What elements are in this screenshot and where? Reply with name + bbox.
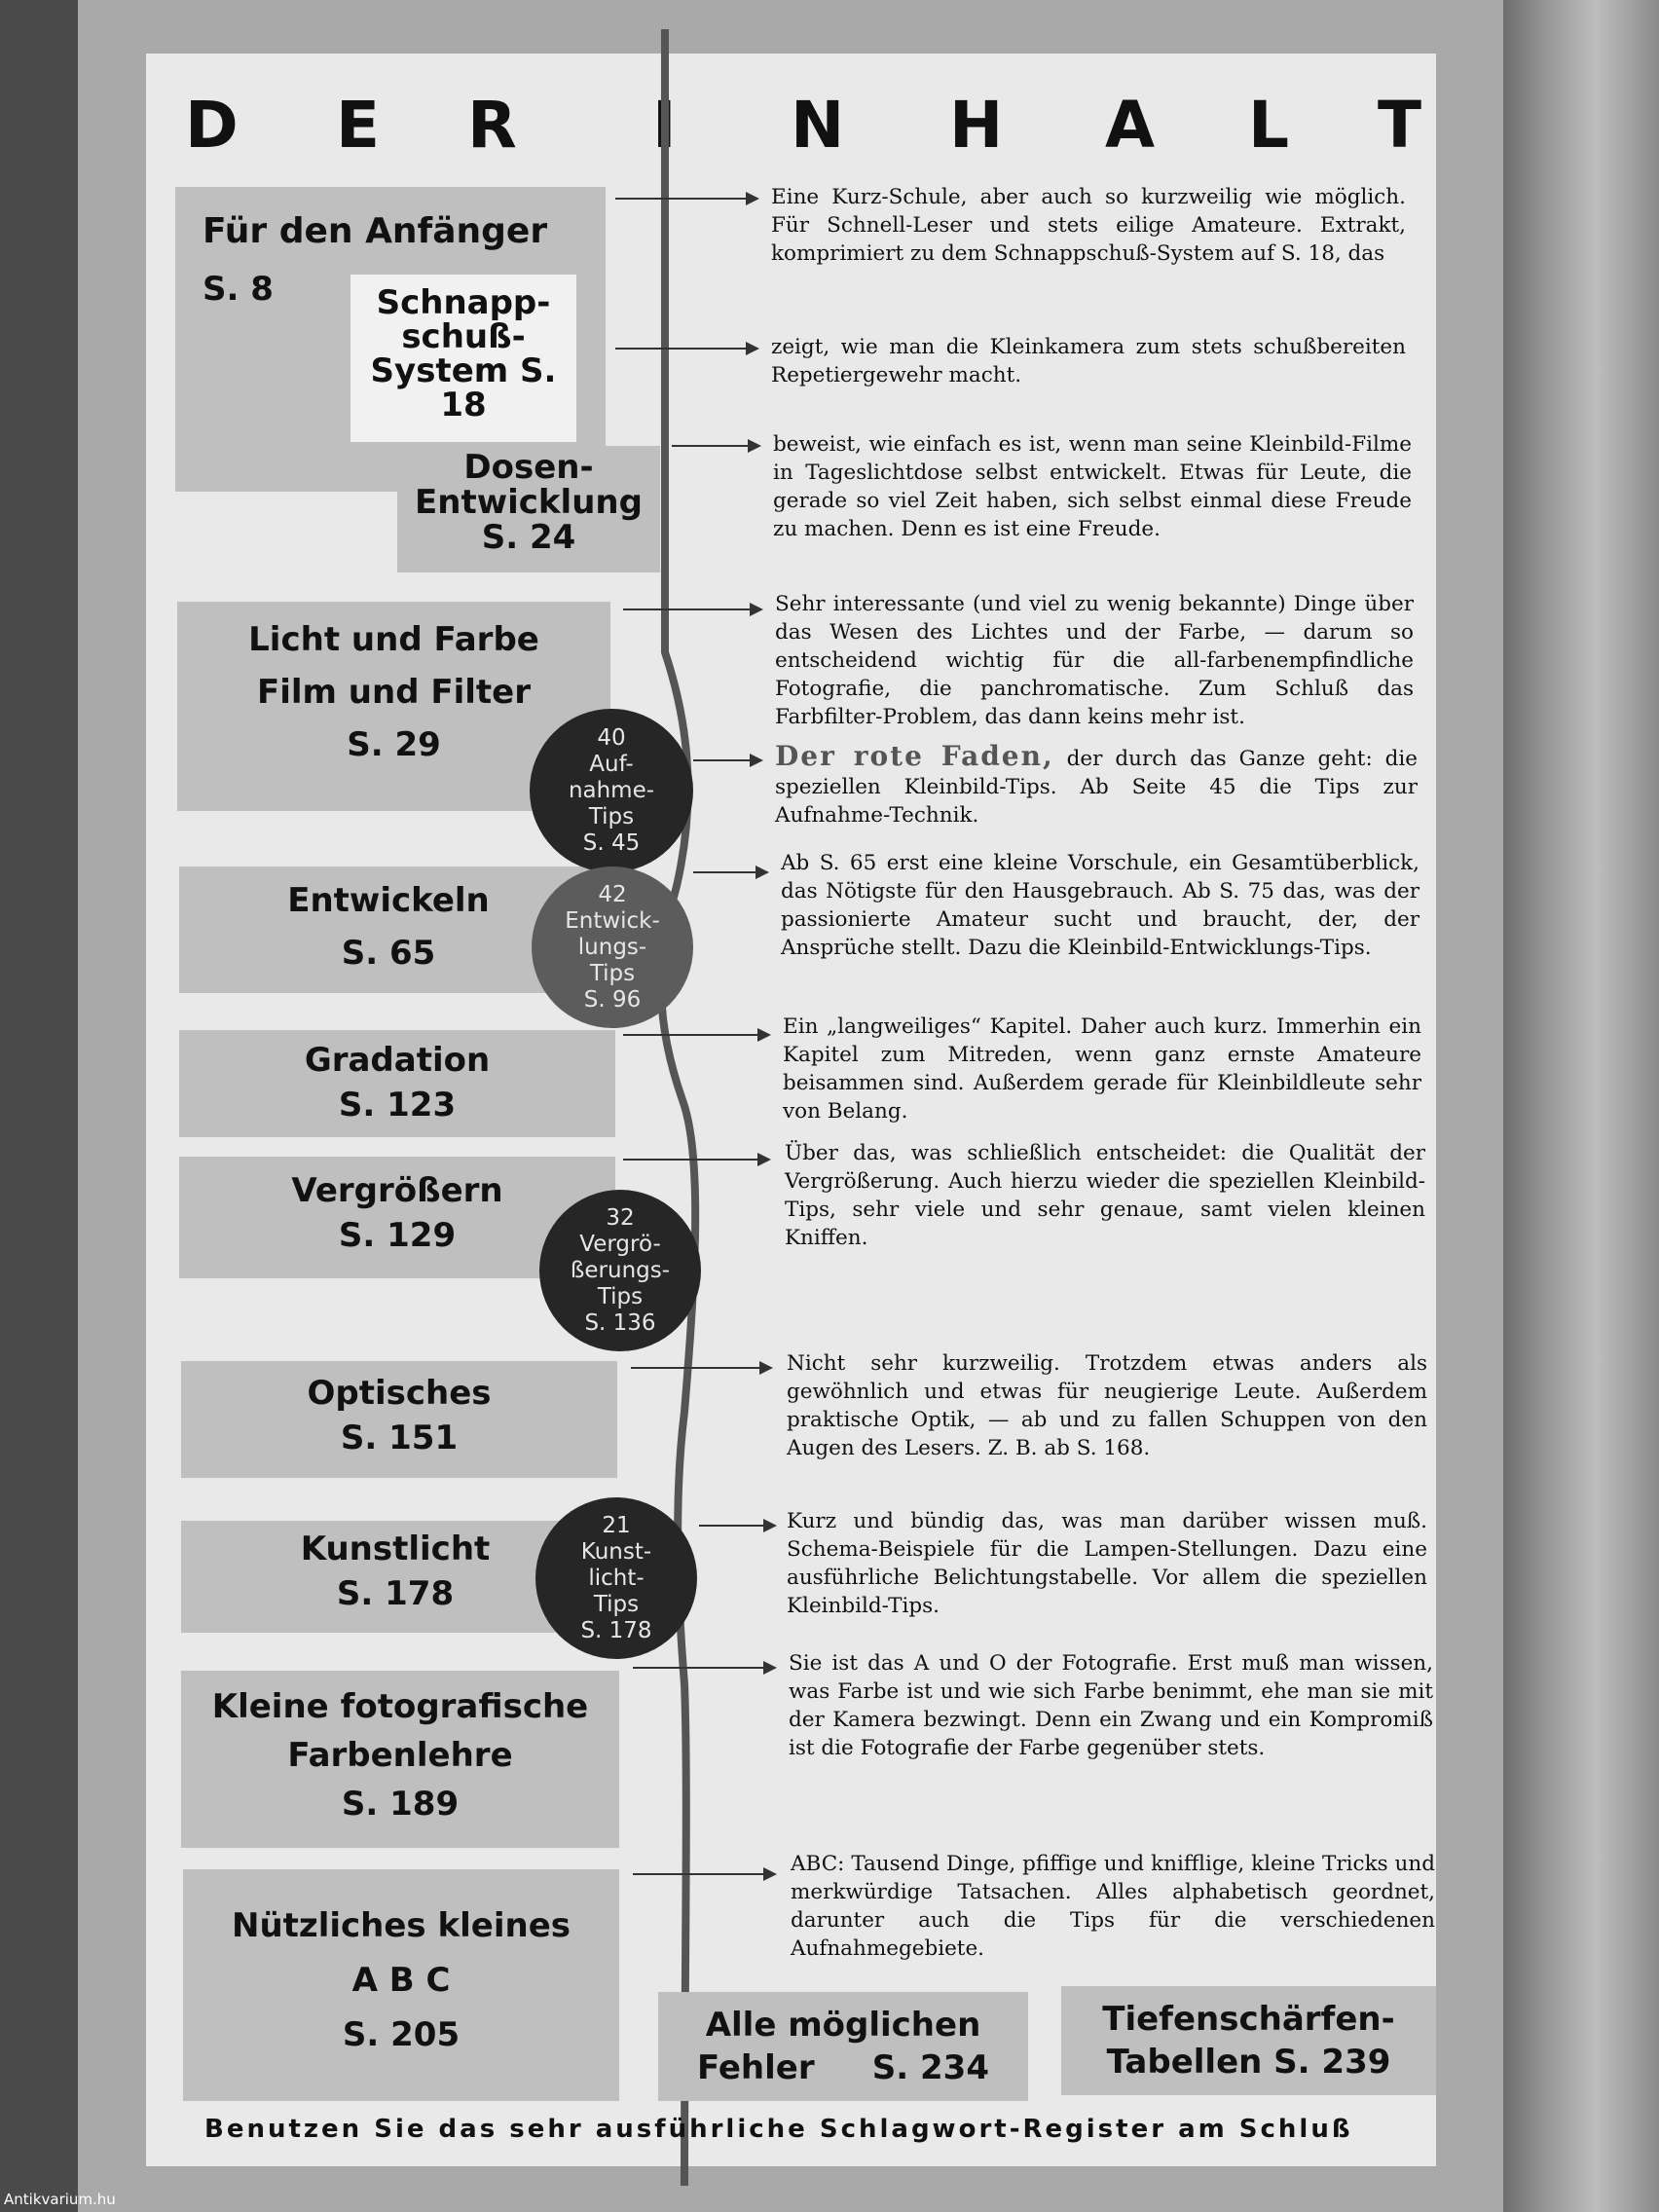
section-title: Gradation bbox=[304, 1041, 491, 1080]
section-page: S. 24 bbox=[481, 518, 576, 557]
tips-label: Vergrö- bbox=[579, 1231, 661, 1257]
section-title: Nützliches kleines bbox=[232, 1906, 571, 1945]
section-title: System bbox=[370, 351, 509, 390]
arrow-connector bbox=[633, 1873, 775, 1875]
tips-label: nahme- bbox=[568, 777, 655, 803]
book-edge bbox=[1503, 0, 1659, 2212]
arrow-connector bbox=[693, 871, 767, 873]
tips-label: Tips bbox=[593, 1591, 640, 1617]
section-page: S. 8 bbox=[203, 270, 274, 309]
tips-count: 42 bbox=[598, 881, 627, 907]
description-vergroessern: Über das, was schließlich entscheidet: die Qualität der Vergrößerung. Auch hierzu wieder die speziellen Kleinbild-Tips, sehr viele und sehr genaue, samt vielen kleinen Kniffen. bbox=[785, 1141, 1425, 1250]
title-letter: H bbox=[949, 88, 1004, 163]
section-page: S. 65 bbox=[341, 934, 436, 973]
section-title: Optisches bbox=[307, 1374, 492, 1413]
section-gradation bbox=[179, 1030, 615, 1137]
section-page: S. 129 bbox=[338, 1216, 457, 1255]
section-dosen bbox=[397, 446, 660, 572]
highlight-heading: Der rote Faden, bbox=[775, 740, 1054, 772]
footer-note: Benutzen Sie das sehr ausführliche Schlagwort-Register am Schluß bbox=[204, 2115, 1353, 2144]
section-title: Entwickeln bbox=[287, 881, 490, 920]
tips-label: Tips bbox=[588, 803, 635, 830]
description-dosen: beweist, wie einfach es ist, wenn man seine Kleinbild-Filme in Tageslichtdose selbst entwickelt. Etwas für Leute, die gerade so viel Zeit haben, sich selbst einmal diese Freude zu machen. Denn es ist eine Freude. bbox=[773, 432, 1412, 541]
section-page: Tabellen S. 239 bbox=[1106, 2043, 1391, 2082]
description-gradation: Ein „langweiliges“ Kapitel. Daher auch kurz. Immerhin ein Kapitel zum Mitreden, wenn ganz ernste Amateure beisammen sind. Außerdem gerade für Kleinbildleute sehr von Belang. bbox=[783, 1014, 1421, 1124]
description-farbenlehre: Sie ist das A und O der Fotografie. Erst muß man wissen, was Farbe ist und wie sich Farbe benimmt, ehe man sie mit der Kamera bezwingt. Denn ein Zwang und ein Kompromiß ist die Fotografie der Farbe gegenüber stets. bbox=[789, 1651, 1433, 1760]
arrow-connector bbox=[699, 1525, 775, 1527]
tips-page: S. 136 bbox=[584, 1309, 656, 1336]
section-page: S. 18 bbox=[440, 351, 557, 424]
tips-label: lungs- bbox=[577, 934, 647, 960]
arrow-connector bbox=[615, 348, 757, 350]
section-title: Tiefenschärfen- bbox=[1102, 2000, 1395, 2039]
section-farbenlehre bbox=[181, 1671, 619, 1848]
title-letter: T bbox=[1378, 88, 1422, 163]
tips-label: ßerungs- bbox=[570, 1257, 671, 1283]
tips-count: 21 bbox=[602, 1512, 631, 1538]
arrow-connector bbox=[623, 1034, 769, 1036]
tips-count: 40 bbox=[597, 724, 626, 751]
arrow-connector bbox=[623, 1159, 769, 1161]
section-page: S. 205 bbox=[342, 2015, 461, 2054]
tips-circle-kunstlicht bbox=[535, 1497, 697, 1659]
tips-label: Entwick- bbox=[565, 907, 660, 934]
section-title: schuß- bbox=[401, 317, 526, 356]
section-fehler bbox=[658, 1992, 1028, 2101]
title-letter: E bbox=[336, 88, 381, 163]
description-optisches: Nicht sehr kurzweilig. Trotzdem etwas anders als gewöhnlich und etwas für neugierige Leute. Außerdem praktische Optik, — ab und zu fallen Schuppen von den Augen des Lesers. Z. B. ab S. 168. bbox=[787, 1351, 1427, 1460]
description-licht: Sehr interessante (und viel zu wenig bekannte) Dinge über das Wesen des Lichtes und der Farbe, — darum so entscheidend wichtig für die all-farbenempfindliche Fotografie, die panchromatische. Zum Schluß das Farbfilter-Problem, das dann keins mehr ist. bbox=[775, 592, 1414, 729]
description-entwickeln: Ab S. 65 erst eine kleine Vorschule, ein Gesamtüberblick, das Nötigste für den Hausgebrauch. Ab S. 75 das, was der passionierte Amateur sucht und braucht, der, der Ansprüche stellt. Dazu die Kleinbild-Entwicklungs-Tips. bbox=[781, 851, 1419, 960]
tips-page: S. 96 bbox=[583, 986, 642, 1013]
tips-page: S. 45 bbox=[582, 830, 641, 856]
description-schnappschuss: zeigt, wie man die Kleinkamera zum stets schußbereiten Repetiergewehr macht. bbox=[771, 335, 1406, 387]
arrow-connector bbox=[631, 1367, 771, 1369]
arrow-connector bbox=[672, 445, 759, 447]
section-title: Licht und Farbe bbox=[248, 620, 539, 659]
section-title: Vergrößern bbox=[291, 1171, 503, 1210]
tips-circle-aufnahme bbox=[530, 709, 693, 872]
section-page: S. 178 bbox=[336, 1574, 455, 1613]
title-letter: I bbox=[652, 88, 677, 163]
section-abc bbox=[183, 1869, 619, 2101]
section-page: S. 123 bbox=[338, 1086, 457, 1124]
section-page: S. 189 bbox=[341, 1785, 460, 1824]
section-title: Film und Filter bbox=[257, 673, 531, 712]
section-tiefenschaerfen bbox=[1061, 1986, 1436, 2095]
section-title: Farbenlehre bbox=[287, 1736, 513, 1775]
title-letter: L bbox=[1248, 88, 1290, 163]
section-page: Fehler S. 234 bbox=[697, 2048, 989, 2087]
title-letter: N bbox=[791, 88, 845, 163]
title-letter: A bbox=[1105, 88, 1156, 163]
description-roter-faden bbox=[775, 742, 1418, 830]
description-anfaenger: Eine Kurz-Schule, aber auch so kurzweilig wie möglich. Für Schnell-Leser und stets eilige Amateure. Extrakt, komprimiert zu dem Schnappschuß-System auf S. 18, das bbox=[771, 185, 1406, 266]
tips-circle-entwicklung bbox=[532, 866, 693, 1028]
arrow-connector bbox=[693, 759, 761, 761]
section-title: Dosen- bbox=[463, 448, 594, 487]
title-letter: R bbox=[467, 88, 517, 163]
tips-page: S. 178 bbox=[580, 1617, 652, 1643]
section-title: Schnapp- bbox=[376, 283, 551, 322]
tips-label: Auf- bbox=[589, 751, 634, 777]
watermark: Antikvarium.hu bbox=[4, 2191, 116, 2208]
section-title: Alle möglichen bbox=[705, 2006, 981, 2045]
section-title: Entwicklung bbox=[415, 483, 643, 522]
arrow-connector bbox=[615, 198, 757, 200]
section-title: Kleine fotografische bbox=[211, 1687, 589, 1726]
arrow-connector bbox=[633, 1667, 775, 1669]
description-text: der durch das Ganze geht: die speziellen Kleinbild-Tips. Ab Seite 45 die Tips zur Aufnahme-Technik. bbox=[775, 747, 1418, 828]
tips-circle-vergroesserung bbox=[539, 1190, 701, 1351]
arrow-connector bbox=[623, 608, 761, 610]
title-letter: D bbox=[185, 88, 239, 163]
description-abc: ABC: Tausend Dinge, pfiffige und knifflige, kleine Tricks und merkwürdige Tatsachen. Alles alphabetisch geordnet, darunter auch die Tips für die verschiedenen Aufnahmegebiete. bbox=[791, 1852, 1435, 1961]
section-page: S. 29 bbox=[347, 725, 441, 764]
section-schnappschuss bbox=[350, 275, 576, 442]
section-optisches bbox=[181, 1361, 617, 1478]
tips-label: Kunst- bbox=[580, 1538, 652, 1565]
section-title: Für den Anfänger bbox=[203, 211, 548, 251]
section-title: A B C bbox=[351, 1961, 451, 2000]
tips-count: 32 bbox=[606, 1204, 635, 1231]
section-page: S. 151 bbox=[340, 1419, 459, 1457]
tips-label: Tips bbox=[589, 960, 636, 986]
section-title: Kunstlicht bbox=[300, 1530, 491, 1568]
tips-label: Tips bbox=[597, 1283, 644, 1309]
description-kunstlicht: Kurz und bündig das, was man darüber wissen muß. Schema-Beispiele für die Lampen-Stellungen. Dazu eine ausführliche Belichtungstabelle. Vor allem die speziellen Kleinbild-Tips. bbox=[787, 1509, 1427, 1618]
tips-label: licht- bbox=[588, 1565, 645, 1591]
